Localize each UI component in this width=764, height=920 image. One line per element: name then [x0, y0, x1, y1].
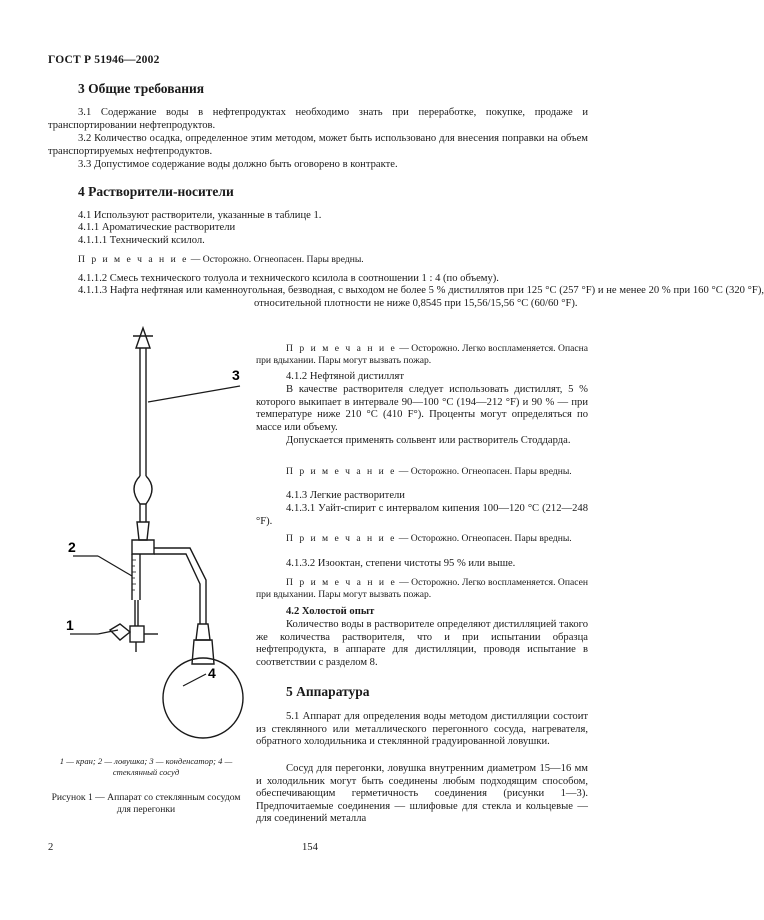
paragraph-4-1-3-title: 4.1.3 Легкие растворители	[286, 490, 405, 501]
page-number-center: 154	[302, 842, 318, 853]
paragraph-4-1-2-b: Допускается применять сольвент или растворитель Стоддарда.	[286, 435, 571, 446]
leader-line-4	[183, 674, 206, 686]
paragraph-4-1-1-1: 4.1.1.1 Технический ксилол.	[78, 235, 205, 246]
note-text: — Осторожно. Огнеопасен. Пары вредны.	[188, 254, 364, 265]
label-1: 1	[66, 617, 74, 633]
paragraph-4-1-2-title: 4.1.2 Нефтяной дистиллят	[286, 371, 404, 382]
subsection-4-2-heading: 4.2 Холостой опыт	[286, 606, 375, 617]
paragraph-4-1-1-2: 4.1.1.2 Смесь технического толуола и технического ксилола в соотношении 1 : 4 (по объему).	[78, 273, 499, 284]
flask-neck	[192, 640, 214, 664]
ground-joint-upper	[137, 522, 149, 540]
note-1	[78, 254, 588, 266]
distillation-apparatus-figure	[48, 308, 248, 748]
side-arm-outer	[154, 548, 206, 624]
label-3: 3	[232, 367, 240, 383]
leader-line-2	[98, 556, 132, 576]
paragraph-4-2: Количество воды в растворителе определяют дистилляцией такого же количества растворителя, что и при испытании образца нефтепродукта, в аппарате для дистилляции, проводя испытание в соответствии с разделом 8.	[256, 619, 588, 668]
paragraph-4-1: 4.1 Используют растворители, указанные в таблице 1.	[78, 210, 322, 221]
note-label: П р и м е ч а н и е	[78, 254, 189, 265]
glass-flask	[163, 658, 243, 738]
section-3-heading: 3 Общие требования	[78, 81, 205, 96]
section-4-heading: 4 Растворители-носители	[78, 184, 234, 199]
figure-caption: Рисунок 1 — Аппарат со стеклянным сосудом для перегонки	[51, 792, 241, 815]
paragraph-3-1: 3.1 Содержание воды в нефтепродуктах необходимо знать при переработке, покупке, продаже и транспортировании нефтепродуктов.	[48, 107, 588, 131]
note-label: П р и м е ч а н и е	[286, 466, 397, 477]
section-5-heading: 5 Аппаратура	[286, 684, 370, 699]
leader-line-3	[148, 386, 240, 402]
note-text: — Осторожно. Легко воспламеняется. Опасна при вдыхании. Пары могут вызвать пожар.	[256, 343, 588, 366]
note-2	[256, 343, 588, 367]
note-label: П р и м е ч а н и е	[286, 533, 397, 544]
note-text: — Осторожно. Огнеопасен. Пары вредны.	[396, 466, 572, 477]
paragraph-4-1-3-1: 4.1.3.1 Уайт-спирит с интервалом кипения 100—120 °С (212—248 °F).	[256, 503, 588, 527]
label-2: 2	[68, 539, 76, 555]
paragraph-3-3: 3.3 Допустимое содержание воды должно быть оговорено в контракте.	[78, 159, 398, 170]
paragraph-4-1-1-3: 4.1.1.3 Нафта нефтяная или каменноугольная, безводная, с выходом не более 5 % дистиллятов при 125 °С (257 °F) и не менее 20 % при 160 °С (320 °F), относительной плотности не ниже 0,8545 при 15,56/15,56 °С (60/60 °F).	[78, 285, 764, 309]
stopper-top	[136, 328, 150, 348]
note-4	[256, 533, 588, 545]
note-5	[256, 577, 588, 601]
document-header: ГОСТ Р 51946—2002	[48, 54, 160, 66]
stopcock-body	[130, 626, 144, 642]
label-4: 4	[208, 665, 216, 681]
paragraph-4-1-1: 4.1.1 Ароматические растворители	[78, 222, 236, 233]
paragraph-5-1-b: Сосуд для перегонки, ловушка внутренним диаметром 15—16 мм и холодильник могут быть соединены любым подходящим способом, обеспечивающим герметичность соединения (рисунки 1—3). Предпочитаемые соединения — шлифовые для стекла и кольцевые — для соединений металла	[256, 763, 588, 825]
figure-legend: 1 — кран; 2 — ловушка; 3 — конденсатор; 4 — стеклянный сосуд	[59, 756, 233, 777]
side-arm-inner	[154, 554, 200, 624]
page-number-left: 2	[48, 842, 54, 853]
paragraph-5-1: 5.1 Аппарат для определения воды методом дистилляции состоит из стеклянного или металлического перегонного сосуда, нагревателя, обратного холодильника и стеклянной градуированной ловушки.	[256, 711, 588, 748]
note-text: — Осторожно. Огнеопасен. Пары вредны.	[396, 533, 572, 544]
ground-joint-lower	[196, 624, 210, 640]
leader-line-1	[98, 630, 118, 634]
note-label: П р и м е ч а н и е	[286, 577, 397, 588]
paragraph-3-2: 3.2 Количество осадка, определенное этим методом, может быть использовано для внесения поправки на объем транспортируемых нефтепродуктов.	[48, 133, 588, 157]
paragraph-4-1-3-2: 4.1.3.2 Изооктан, степени чистоты 95 % или выше.	[286, 558, 516, 569]
paragraph-4-1-2-a: В качестве растворителя следует использовать дистиллят, 5 % которого выкипает в интервале 90—100 °С (194—212 °F) и 90 % — при температуре ниже 210 °С (410 F°). Проценты могут определяться по массе или объему.	[256, 384, 588, 433]
note-label: П р и м е ч а н и е	[286, 343, 397, 354]
condenser-bulb	[134, 476, 152, 504]
stopcock-handle	[110, 624, 130, 640]
note-text: — Осторожно. Легко воспламеняется. Опасен при вдыхании. Пары могут вызвать пожар.	[256, 577, 588, 600]
note-3	[256, 466, 588, 478]
trap-top	[132, 540, 154, 554]
